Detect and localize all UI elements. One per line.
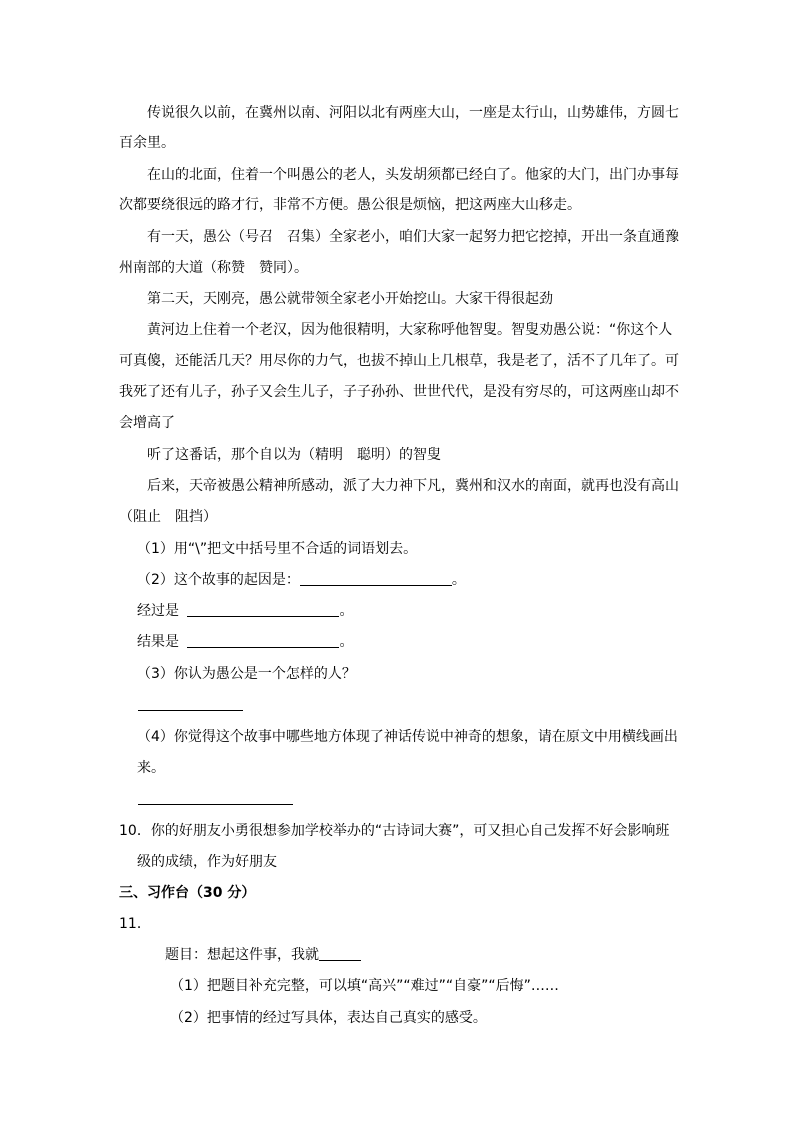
- passage-p1-line2: 百余里。: [119, 135, 175, 151]
- essay-topic: [165, 945, 361, 965]
- answer-blank-process[interactable]: [187, 602, 339, 617]
- essay-topic-text: 题目：想起这件事，我就: [165, 947, 319, 963]
- answer-blank-q4[interactable]: [138, 790, 293, 805]
- passage-p5-line4: 会增高了: [119, 415, 175, 431]
- question-2-cause: [137, 570, 466, 590]
- result-suffix: 。: [339, 634, 354, 650]
- passage-p2-line2: 次都要绕很远的路才行，非常不方便。愚公很是烦恼，把这两座大山移走。: [119, 197, 581, 213]
- passage-p5-line2: 可真傻，还能活几天？用尽你的力气，也拔不掉山上几根草，我是老了，活不了几年了。可: [119, 353, 679, 369]
- passage-p3-line2: 州南部的大道（称赞 赞同）。: [119, 260, 308, 276]
- process-suffix: 。: [339, 603, 354, 619]
- topic-blank[interactable]: [319, 946, 361, 961]
- passage-p2-line1: 在山的北面，住着一个叫愚公的老人，头发胡须都已经白了。他家的大门，出门办事每: [147, 167, 679, 183]
- process-label: 经过是: [137, 603, 179, 619]
- question-2-suffix: 。: [451, 572, 466, 588]
- result-label: 结果是: [137, 634, 179, 650]
- question-3: （3）你认为愚公是一个怎样的人？: [137, 666, 356, 682]
- item-10-line2: 级的成绩，作为好朋友: [137, 854, 277, 870]
- item-11-number: 11．: [119, 916, 151, 932]
- passage-p1-line1: 传说很久以前，在冀州以南、河阳以北有两座大山，一座是太行山，山势雄伟，方圆七: [147, 105, 679, 121]
- question-2-process: [137, 601, 353, 621]
- passage-p5-line1: 黄河边上住着一个老汉，因为他很精明，大家称呼他智叟。智叟劝愚公说：“你这个人: [147, 322, 673, 338]
- question-1: （1）用“\”把文中括号里不合适的词语划去。: [137, 541, 418, 557]
- essay-requirement-1: （1）把题目补充完整，可以填“高兴”“难过”“自豪”“后悔”……: [170, 978, 559, 994]
- question-2-prefix: （2）这个故事的起因是：: [137, 572, 300, 588]
- answer-blank-result[interactable]: [187, 633, 339, 648]
- passage-p7-line1: 后来，天帝被愚公精神所感动，派了大力神下凡，冀州和汉水的南面，就再也没有高山: [147, 478, 679, 494]
- answer-blank-q3[interactable]: [138, 696, 243, 711]
- item-10-line1: 10．你的好朋友小勇很想参加学校举办的“古诗词大赛”，可又担心自己发挥不好会影响班: [119, 823, 670, 839]
- answer-blank-cause[interactable]: [300, 571, 452, 586]
- question-2-result: [137, 632, 353, 652]
- passage-p7-line2: （阻止 阻挡）: [119, 509, 217, 525]
- passage-p6: 听了这番话，那个自以为（精明 聪明）的智叟: [147, 447, 441, 463]
- passage-p3-line1: 有一天，愚公（号召 召集）全家老小，咱们大家一起努力把它挖掉，开出一条直通豫: [147, 229, 679, 245]
- essay-requirement-2: （2）把事情的经过写具体，表达自己真实的感受。: [170, 1010, 487, 1026]
- section-3-heading: 三、习作台（30 分）: [119, 885, 256, 901]
- question-4-line2: 来。: [137, 760, 165, 776]
- passage-p4: 第二天，天刚亮，愚公就带领全家老小开始挖山。大家干得很起劲: [147, 291, 553, 307]
- question-4-line1: （4）你觉得这个故事中哪些地方体现了神话传说中神奇的想象，请在原文中用横线画出: [137, 729, 678, 745]
- passage-p5-line3: 我死了还有儿子，孙子又会生儿子，子子孙孙、世世代代，是没有穷尽的，可这两座山却不: [119, 384, 679, 400]
